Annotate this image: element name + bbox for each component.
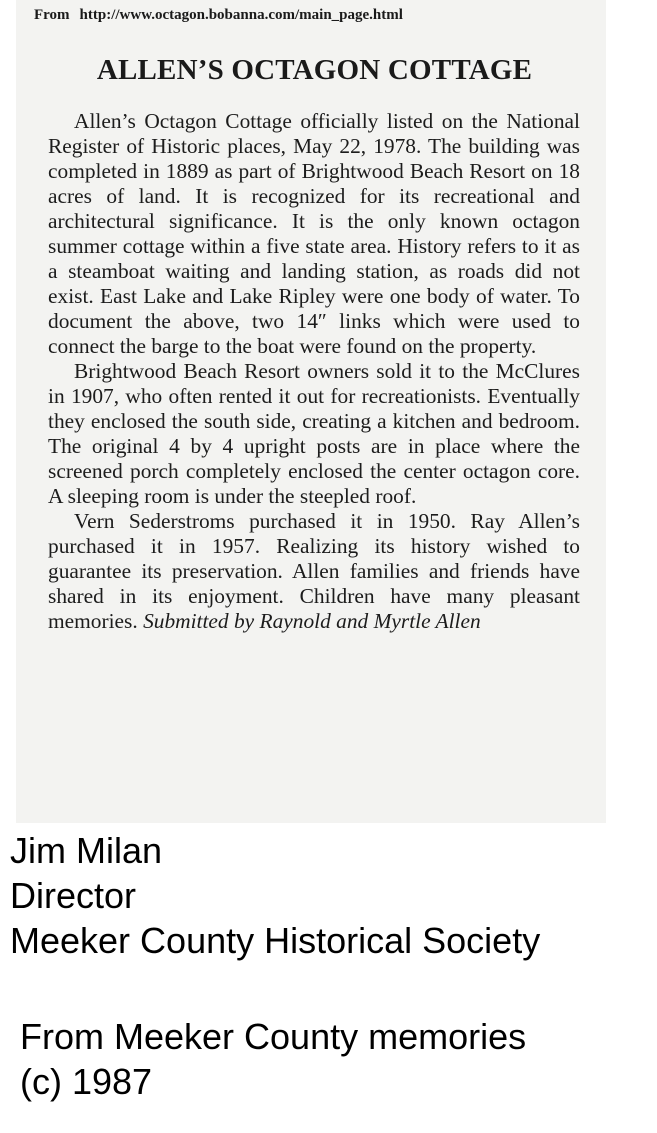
citation-line-1: From Meeker County memories <box>20 1016 527 1057</box>
submitted-by: Submitted by Raynold and Myrtle Allen <box>143 609 481 633</box>
article-paragraph-3 <box>48 509 580 634</box>
paragraph-3-text: Vern Sederstroms purchased it in 1950. Ray Allen’s purchased it in 1957. Realizing its history wished to guarantee its preservation. Allen families and friends have shared in its enjoyment. Children have many pleasant memories. <box>48 509 580 633</box>
credit-role: Director <box>10 875 137 916</box>
citation-block <box>20 1014 526 1104</box>
source-label: From <box>34 7 70 23</box>
credit-organization: Meeker County Historical Society <box>10 920 541 961</box>
source-line <box>34 7 403 24</box>
article-paragraph-2: Brightwood Beach Resort owners sold it to the McClures in 1907, who often rented it out for recreationists. Eventually they enclosed the south side, creating a kitchen and bedroom. The original 4 by 4 upright posts are in place where the screened porch completely enclosed the center octagon core. A sleeping room is under the steepled roof. <box>48 359 580 508</box>
article-paragraph-1: Allen’s Octagon Cottage officially listed on the National Register of Historic places, May 22, 1978. The building was completed in 1889 as part of Brightwood Beach Resort on 18 acres of land. It is recognized for its recreational and architectural significance. It is the only known octagon summer cottage within a five state area. History refers to it as a steamboat waiting and landing station, as roads did not exist. East Lake and Lake Ripley were one body of water. To document the above, two 14″ links which were used to connect the barge to the boat were found on the property. <box>48 109 580 358</box>
credit-name: Jim Milan <box>10 830 163 871</box>
source-url: http://www.octagon.bobanna.com/main_page.html <box>79 7 403 23</box>
article-body <box>48 109 580 634</box>
citation-line-2: (c) 1987 <box>20 1061 153 1102</box>
credit-block <box>10 828 540 963</box>
article-title: ALLEN’S OCTAGON COTTAGE <box>96 54 533 86</box>
